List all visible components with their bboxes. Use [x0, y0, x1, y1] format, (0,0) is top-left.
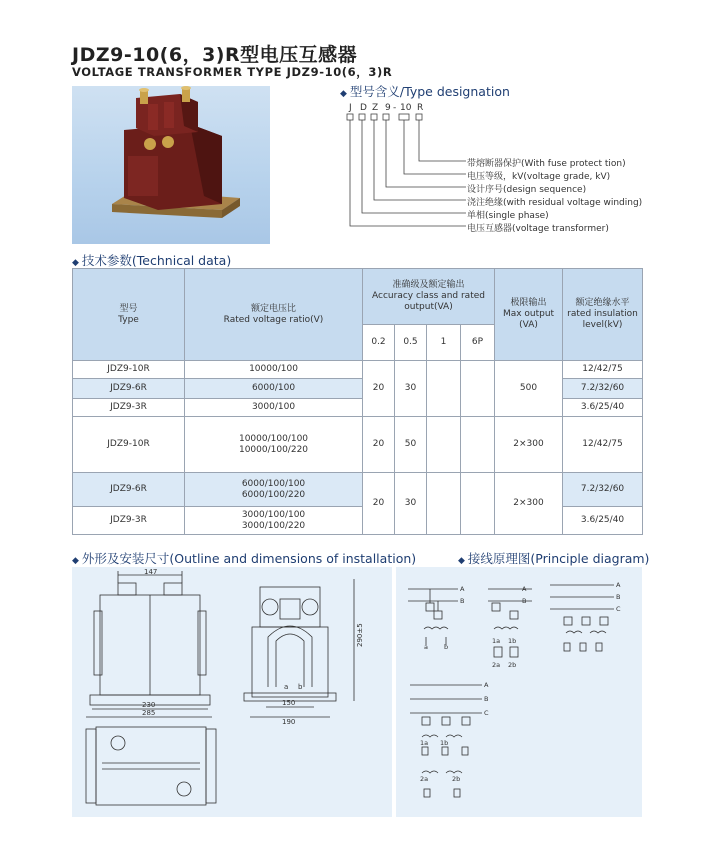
outline-heading [72, 549, 416, 567]
label-2a: 2a [420, 775, 429, 783]
header-class-6p: 6P [461, 325, 495, 361]
technical-heading [72, 251, 231, 269]
table-row [73, 361, 643, 379]
code-char: 9 [385, 103, 391, 113]
cell-ratio: 3000/100/100 3000/100/220 [185, 507, 363, 535]
cell-max-output: 2×300 [495, 473, 563, 535]
cell-ratio: 6000/100/100 6000/100/220 [185, 473, 363, 507]
label-2b: 2b [452, 775, 461, 783]
cell-class-6p [461, 361, 495, 417]
bullet-icon: ◆ [72, 258, 79, 268]
cell-class-1 [427, 473, 461, 535]
header-max-output: 极限输出 Max output (VA) [495, 269, 563, 361]
technical-heading-text: 技术参数(Technical data) [81, 253, 232, 268]
principle-diagram [396, 567, 642, 817]
bullet-icon: ◆ [340, 89, 347, 99]
label-B: B [616, 593, 621, 601]
legend-item: 电压等级，kV(voltage grade, kV) [467, 172, 611, 182]
code-char: 10 [400, 103, 412, 113]
cell-class-1 [427, 417, 461, 473]
code-char: D [360, 103, 367, 113]
cell-type: JDZ9-6R [73, 473, 185, 507]
legend-item: 单相(single phase) [467, 211, 549, 221]
label-1b: 1b [440, 739, 449, 747]
voltage-transformer-photo-icon [72, 86, 270, 244]
legend-item: 设计序号(design sequence) [467, 185, 587, 195]
cell-type: JDZ9-6R [73, 379, 185, 399]
label-B: B [484, 695, 489, 703]
dim-w1: 230 [142, 701, 156, 709]
terminal-a: a [284, 683, 289, 691]
page-title-cn: JDZ9-10(6，3)R型电压互感器 [72, 44, 358, 66]
cell-type: JDZ9-3R [73, 507, 185, 535]
dim-top: 147 [144, 568, 158, 576]
terminal-b: b [298, 683, 303, 691]
page-title-en: VOLTAGE TRANSFORMER TYPE JDZ9-10(6，3)R [72, 65, 393, 79]
cell-class-02: 20 [363, 361, 395, 417]
bullet-icon: ◆ [458, 556, 465, 566]
header-ratio: 额定电压比 Rated voltage ratio(V) [185, 269, 363, 361]
label-2b: 2b [508, 661, 517, 669]
cell-ratio: 6000/100 [185, 379, 363, 399]
cell-insulation: 12/42/75 [563, 417, 643, 473]
cell-class-05: 50 [395, 417, 427, 473]
label-b: b [444, 643, 449, 651]
cell-type: JDZ9-10R [73, 417, 185, 473]
legend-item: 带熔断器保护(With fuse protect tion) [467, 159, 626, 169]
header-accuracy: 准确级及额定输出 Accuracy class and rated output(VA) [363, 269, 495, 325]
cell-class-05: 30 [395, 473, 427, 535]
cell-class-02: 20 [363, 473, 395, 535]
label-C: C [484, 709, 489, 717]
cell-max-output: 2×300 [495, 417, 563, 473]
dim-s2: 190 [282, 718, 296, 726]
code-char: Z [372, 103, 379, 113]
header-class-02: 0.2 [363, 325, 395, 361]
designation-leader-lines [340, 110, 470, 232]
header-insulation: 额定绝缘水平 rated insulation level(kV) [563, 269, 643, 361]
cell-type: JDZ9-10R [73, 361, 185, 379]
code-char: R [417, 103, 424, 113]
label-C: C [616, 605, 621, 613]
dim-h: 290±5 [356, 623, 364, 647]
cell-type: JDZ9-3R [73, 399, 185, 417]
outline-drawing [72, 567, 392, 817]
header-class-1: 1 [427, 325, 461, 361]
label-B: B [460, 597, 465, 605]
label-2a: 2a [492, 661, 501, 669]
code-char: - [393, 103, 397, 113]
dim-s1: 150 [282, 699, 296, 707]
label-A: A [616, 581, 621, 589]
dim-w2: 285 [142, 709, 156, 717]
technical-data-table [72, 268, 643, 535]
label-A: A [460, 585, 465, 593]
cell-ratio: 10000/100/100 10000/100/220 [185, 417, 363, 473]
cell-max-output: 500 [495, 361, 563, 417]
code-char: J [349, 103, 352, 113]
label-1a: 1a [492, 637, 501, 645]
principle-heading [458, 549, 649, 567]
cell-class-6p [461, 417, 495, 473]
cell-class-02: 20 [363, 417, 395, 473]
label-A: A [484, 681, 489, 689]
designation-heading-text: 型号含义/Type designation [349, 84, 510, 99]
cell-class-6p [461, 473, 495, 535]
label-1b: 1b [508, 637, 517, 645]
label-1a: 1a [420, 739, 429, 747]
cell-class-05: 30 [395, 361, 427, 417]
header-type: 型号 Type [73, 269, 185, 361]
cell-class-1 [427, 361, 461, 417]
legend-item: 浇注绝缘(with residual voltage winding) [467, 198, 643, 208]
cell-insulation: 7.2/32/60 [563, 379, 643, 399]
principle-heading-text: 接线原理图(Principle diagram) [467, 551, 650, 566]
cell-insulation: 7.2/32/60 [563, 473, 643, 507]
principle-drawing-panel [396, 567, 642, 817]
header-class-05: 0.5 [395, 325, 427, 361]
cell-ratio: 10000/100 [185, 361, 363, 379]
cell-insulation: 12/42/75 [563, 361, 643, 379]
label-B: B [522, 597, 527, 605]
designation-heading [340, 82, 510, 100]
legend-item: 电压互感器(voltage transformer) [467, 224, 609, 234]
table-row [73, 473, 643, 507]
cell-ratio: 3000/100 [185, 399, 363, 417]
cell-insulation: 3.6/25/40 [563, 507, 643, 535]
label-A: A [522, 585, 527, 593]
outline-heading-text: 外形及安装尺寸(Outline and dimensions of installation) [81, 551, 417, 566]
outline-drawing-panel [72, 567, 392, 817]
product-photo [72, 86, 270, 244]
table-row [73, 417, 643, 473]
label-a: a [424, 643, 428, 651]
bullet-icon: ◆ [72, 556, 79, 566]
cell-insulation: 3.6/25/40 [563, 399, 643, 417]
